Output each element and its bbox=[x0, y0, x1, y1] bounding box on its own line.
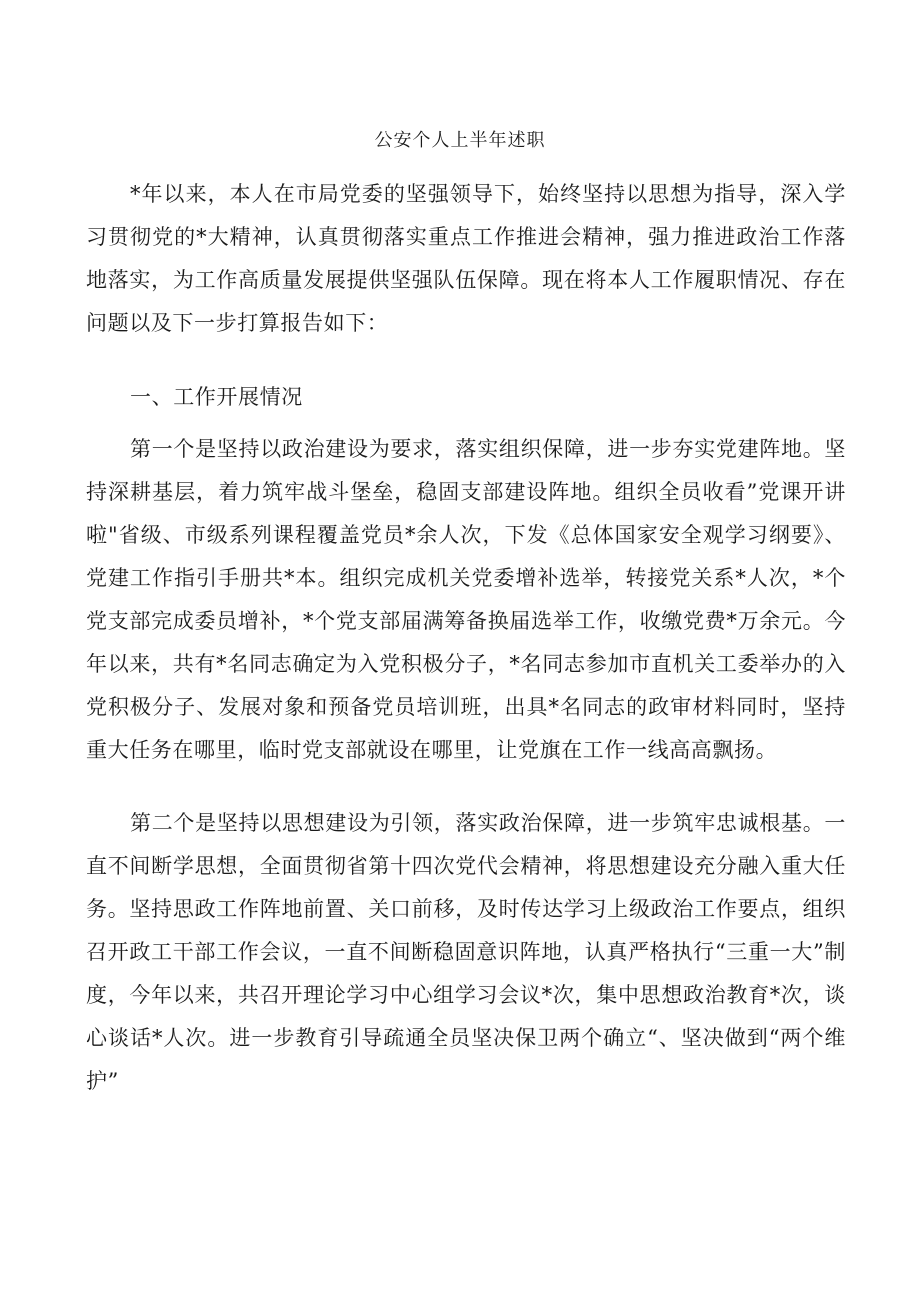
paragraph-first: 第一个是坚持以政治建设为要求，落实组织保障，进一步夯实党建阵地。坚持深耕基层，着力筑牢战斗堡垒，稳固支部建设阵地。组织全员收看”党课开讲啦"省级、市级系列课程覆盖党员*余人次，下发《总体国家安全观学习纲要》、党建工作指引手册共*本。组织完成机关党委增补选举，转接党关系*人次，*个党支部完成委员增补，*个党支部届满筹备换届选举工作，收缴党费*万余元。今年以来，共有*名同志确定为入党积极分子，*名同志参加市直机关工委举办的入党积极分子、发展对象和预备党员培训班，出具*名同志的政审材料同时，坚持重大任务在哪里，临时党支部就设在哪里，让党旗在工作一线高高飘扬。 bbox=[86, 437, 846, 762]
paragraph-second: 第二个是坚持以思想建设为引领，落实政治保障，进一步筑牢忠诚根基。一直不间断学思想，全面贯彻省第十四次党代会精神，将思想建设充分融入重大任务。坚持思政工作阵地前置、关口前移，及时传达学习上级政治工作要点，组织召开政工干部工作会议，一直不间断稳固意识阵地，认真严格执行“三重一大”制度，今年以来，共召开理论学习中心组学习会议*次，集中思想政治教育*次，谈心谈话*人次。进一步教育引导疏通全员坚决保卫两个确立“、坚决做到“两个维护” bbox=[86, 811, 846, 1093]
document-title: 公安个人上半年述职 bbox=[374, 130, 546, 151]
intro-paragraph: *年以来，本人在市局党委的坚强领导下，始终坚持以思想为指导，深入学习贯彻党的*大精神，认真贯彻落实重点工作推进会精神，强力推进政治工作落地落实，为工作高质量发展提供坚强队伍保障。现在将本人工作履职情况、存在问题以及下一步打算报告如下： bbox=[86, 182, 846, 335]
section-heading: 一、工作开展情况 bbox=[130, 385, 303, 409]
